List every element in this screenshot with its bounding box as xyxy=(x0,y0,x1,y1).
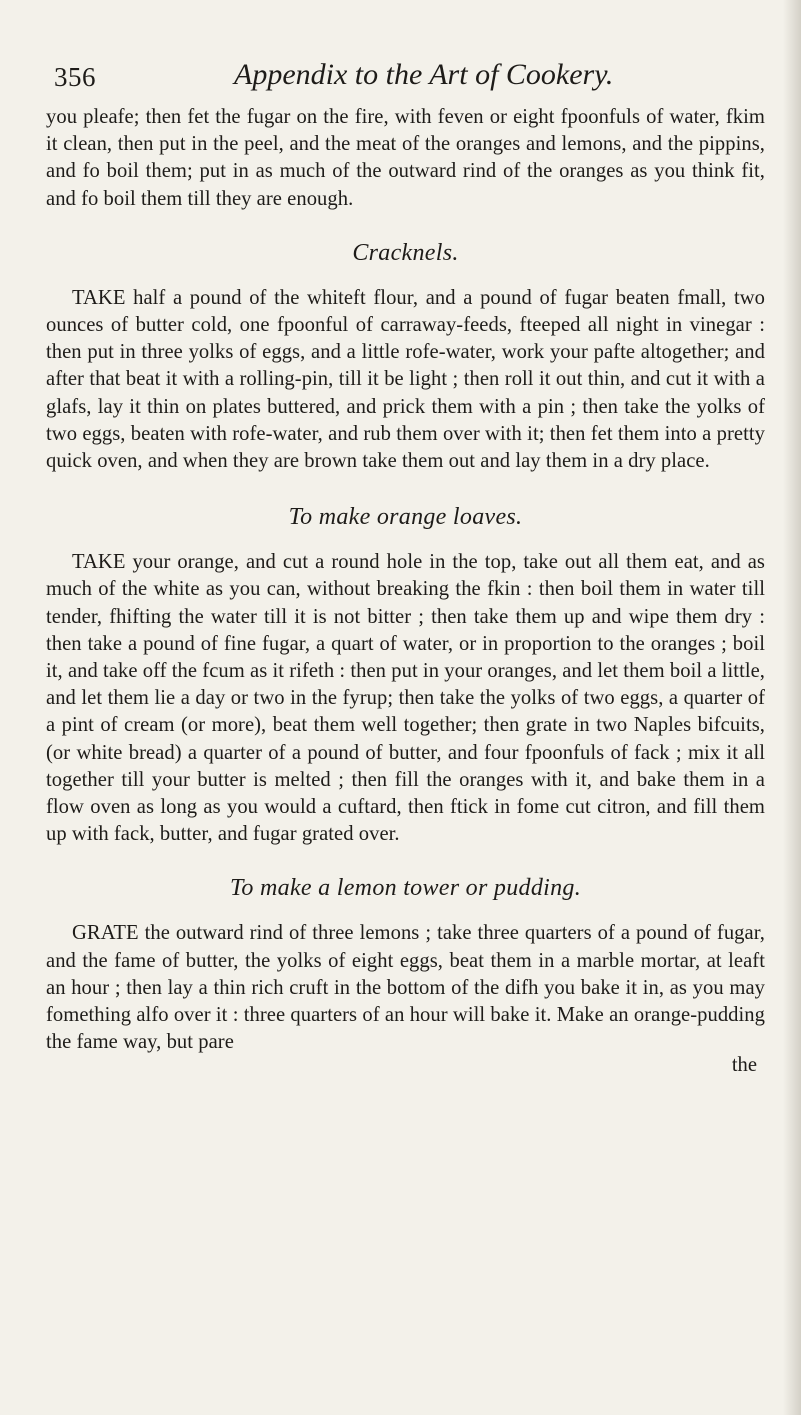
catchword: the xyxy=(731,1054,757,1077)
page-number: 356 xyxy=(54,62,96,92)
running-title: Appendix to the Art of Cookery. xyxy=(234,58,614,91)
section-title-lemon-tower: To make a lemon tower or pudding. xyxy=(229,875,581,902)
section-title-orange-loaves: To make orange loaves. xyxy=(288,504,523,531)
section-text-cracknels: TAKE half a pound of the whiteft flour, and a pound of fugar beaten fmall, two ounces of butter cold, one fpoonful of carraway-feeds, fteeped all night in vinegar : then put in three yolks of eggs, and a little rofe-water, work your pafte altogether; and after that beat it with a rolling-pin, till it be light ; then roll it out thin, and cut it with a glafs, lay it thin on plates buttered, and prick them with a pin ; then take the yolks of two eggs, beaten with rofe-water, and rub them over with it; then fet them into a pretty quick oven, and when they are brown take them out and lay them in a dry place. xyxy=(46,286,765,473)
section-text-lemon-tower: GRATE the outward rind of three lemons ; take three quarters of a pound of fugar, and the fame of butter, the yolks of eight eggs, beat them in a marble mortar, at leaft an hour ; then lay a thin rich cruft in the bottom of the difh you bake it in, as you may fomething alfo over it : three quarters of an hour will bake it. Make an orange-pudding the fame way, but pare xyxy=(46,922,765,1054)
section-title-cracknels: Cracknels. xyxy=(352,239,459,266)
section-text-orange-loaves: TAKE your orange, and cut a round hole in the top, take out all them eat, and as much of the white as you can, without breaking the fkin : then boil them in water till tender, fhifting the water till it is not bitter ; then take them up and wipe them dry : then take a pound of fine fugar, a quart of water, or in proportion to the oranges ; boil it, and take off the fcum as it rifeth : then put in your oranges, and let them boil a little, and let them lie a day or two in the fyrup; then take the yolks of two eggs, a quarter of a pint of cream (or more), beat them well together; then grate in two Naples bifcuits, (or white bread) a quarter of a pound of butter, and four fpoonfuls of fack ; mix it all together till your butter is melted ; then fill the oranges with it, and bake them in a flow oven as long as you would a cuftard, then ftick in fome cut citron, and fill them up with fack, butter, and fugar grated over. xyxy=(46,551,765,846)
page-edge-shadow xyxy=(783,0,801,1415)
running-head xyxy=(46,58,765,104)
intro-paragraph: you pleafe; then fet the fugar on the fire, with feven or eight fpoonfuls of water, fkim it clean, then put in the peel, and the meat of the oranges and lemons, and the pippins, and fo boil them; put in as much of the outward rind of the oranges as you think fit, and fo boil them till they are enough. xyxy=(46,106,765,210)
